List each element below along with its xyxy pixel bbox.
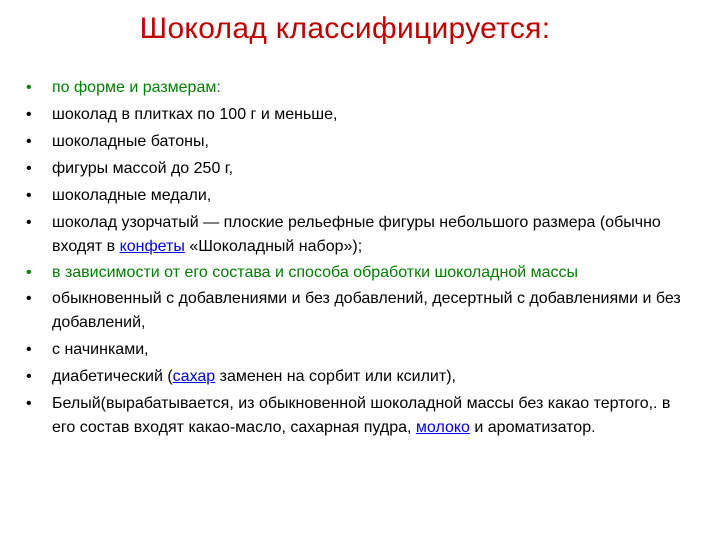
list-item-diabetic (24, 365, 684, 389)
list-item-text-after: заменен на сорбит или ксилит), (215, 368, 456, 385)
list-item-text: по форме и размерам: (52, 79, 221, 96)
list-item-shape-size (24, 76, 684, 100)
list-item-bars (24, 103, 684, 127)
list-item-text: обыкновенный с добавлениями и без добавлений, десертный с добавлениями и без добавлений, (52, 290, 681, 331)
list-item-ordinary (24, 287, 684, 335)
list-item-text: фигуры массой до 250 г, (52, 160, 234, 177)
list-item-text: шоколадные батоны, (52, 133, 209, 150)
bullet-icon: • (26, 341, 32, 358)
list-item-text-before: диабетический ( (52, 368, 173, 385)
list-item-text-before: Белый(вырабатывается, из обыкновенной шоколадной массы без какао тертого,. в его состав входят какао-масло, сахарная пудра, (52, 395, 671, 436)
list-item-figures (24, 157, 684, 181)
list-item-medals (24, 184, 684, 208)
list-item-text: шоколад в плитках по 100 г и меньше, (52, 106, 338, 123)
bullet-icon: • (26, 160, 32, 177)
list-item-text-after: «Шоколадный набор»); (184, 238, 363, 255)
list-item-text: в зависимости от его состава и способа обработки шоколадной массы (52, 264, 578, 281)
list-item-batons (24, 130, 684, 154)
slide-title: Шоколад классифицируется: (139, 12, 551, 45)
list-item-text-after: и ароматизатор. (469, 419, 596, 436)
list-item-white (24, 392, 684, 440)
bullet-icon: • (26, 187, 32, 204)
list-item-composition (24, 261, 684, 285)
sugar-link[interactable]: сахар (172, 368, 216, 385)
bullet-icon: • (26, 214, 32, 231)
bullet-icon: • (26, 264, 32, 281)
list-item-text: с начинками, (52, 341, 149, 358)
bullet-icon: • (26, 395, 32, 412)
list-item-patterned (24, 211, 684, 259)
milk-link[interactable]: молоко (415, 419, 470, 436)
classification-list (24, 76, 684, 440)
list-item-filled (24, 338, 684, 362)
bullet-icon: • (26, 79, 32, 96)
bullet-icon: • (26, 290, 32, 307)
bullet-icon: • (26, 368, 32, 385)
list-item-text: шоколадные медали, (52, 187, 212, 204)
bullet-icon: • (26, 133, 32, 150)
list-item-text-before: шоколад узорчатый — плоские рельефные фигуры небольшого размера (обычно входят в (52, 214, 661, 255)
candies-link[interactable]: конфеты (119, 238, 185, 255)
bullet-icon: • (26, 106, 32, 123)
